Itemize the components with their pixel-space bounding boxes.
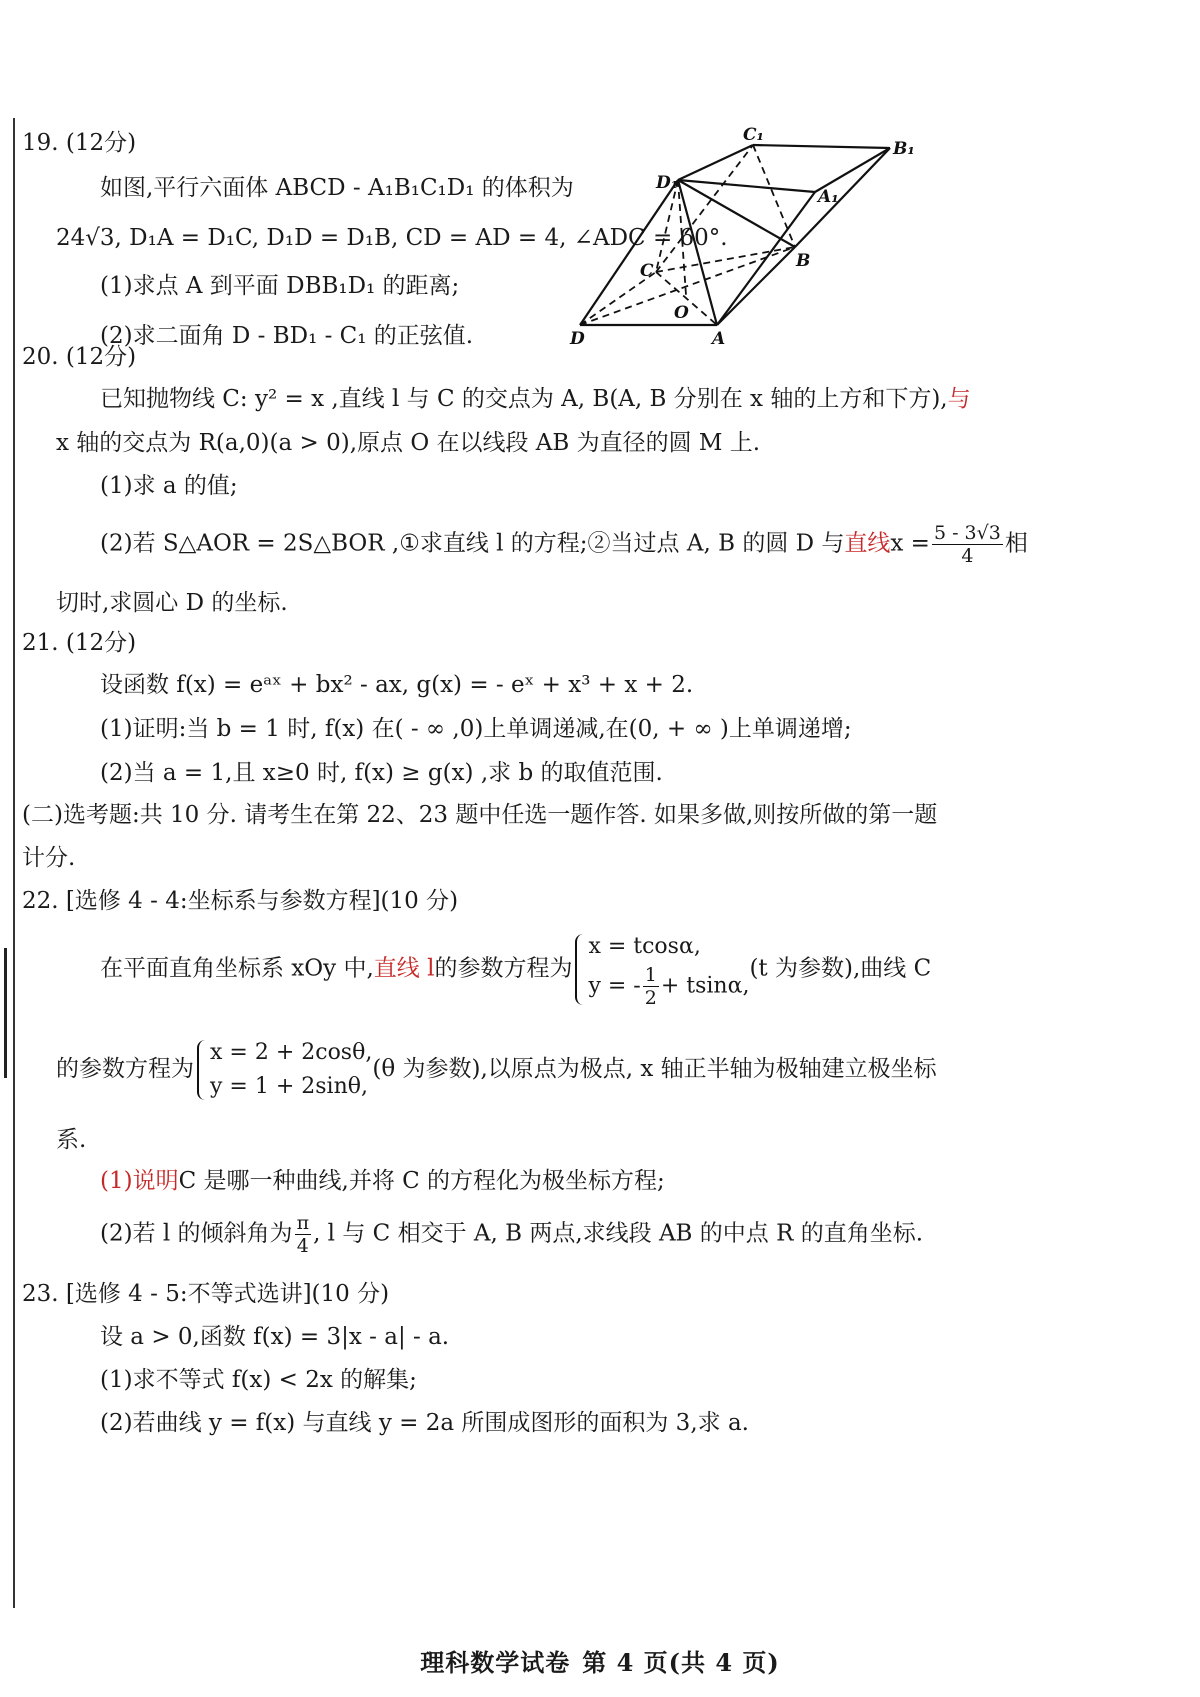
- q22-handmark-2: (1)说明: [100, 1168, 179, 1194]
- margin-line: [13, 118, 15, 1608]
- q20-part2: (2)若 S△AOR = 2S△BOR ,①求直线 l 的方程;②当过点 A, B 的圆 D 与直线x = $\frac{5 - 3√3}{4}$ 相: [100, 522, 1028, 567]
- q19-line2: 24√3, D₁A = D₁C, D₁D = D₁B, CD = AD = 4, ∠ADC = 60°.: [56, 225, 728, 251]
- label-C: C: [640, 261, 654, 281]
- q22-curve-param-system: x = 2 + 2cosθ, y = 1 + 2sinθ,: [194, 1036, 372, 1104]
- label-O: O: [674, 303, 689, 323]
- q22-header: 22. [选修 4 - 4:坐标系与参数方程](10 分): [22, 888, 459, 914]
- q22-line3: 系.: [56, 1127, 87, 1153]
- q21-part2: (2)当 a = 1,且 x≥0 时, f(x) ≥ g(x) ,求 b 的取值范围.: [100, 760, 663, 786]
- q22-part2: (2)若 l 的倾斜角为 $\frac{\pi}{4}$ , l 与 C 相交于 A, B 两点,求线段 AB 的中点 R 的直角坐标.: [100, 1212, 924, 1257]
- edge-C1B-hidden: [753, 145, 795, 247]
- label-B1: B₁: [893, 139, 915, 159]
- q22-line2: 的参数方程为 x = 2 + 2cosθ, y = 1 + 2sinθ, (θ 为参数),以原点为极点, x 轴正半轴为极轴建立极坐标: [56, 1036, 937, 1104]
- q23-header: 23. [选修 4 - 5:不等式选讲](10 分): [22, 1281, 390, 1307]
- q20-line2: x 轴的交点为 R(a,0)(a > 0),原点 O 在以线段 AB 为直径的圆 M 上.: [56, 430, 761, 456]
- label-D1: D₁: [656, 173, 679, 193]
- q23-line1: 设 a > 0,函数 f(x) = 3|x - a| - a.: [100, 1324, 450, 1350]
- q19-line1: 如图,平行六面体 ABCD - A₁B₁C₁D₁ 的体积为: [100, 175, 574, 201]
- q21-header: 21. (12分): [22, 630, 137, 656]
- label-A: A: [712, 329, 726, 349]
- q20-line1: 已知抛物线 C: y² = x ,直线 l 与 C 的交点为 A, B(A, B 分别在 x 轴的上方和下方),与: [100, 386, 971, 412]
- edge-BB1: [795, 148, 890, 247]
- q19-part2: (2)求二面角 D - BD₁ - C₁ 的正弦值.: [100, 323, 474, 349]
- q22-fraction: $\frac{\pi}{4}$: [296, 1212, 310, 1257]
- label-D: D: [570, 329, 585, 349]
- edge-C1B1: [753, 145, 890, 148]
- edge-A1B1: [815, 148, 890, 192]
- page-footer: [0, 1643, 1200, 1678]
- q20-fraction: $\frac{5 - 3√3}{4}$: [933, 522, 1001, 567]
- q21-line1: 设函数 f(x) = eᵃˣ + bx² - ax, g(x) = - eˣ + x³ + x + 2.: [100, 672, 694, 698]
- q20-header: 20. (12分): [22, 344, 137, 370]
- parallelepiped-figure: [560, 120, 950, 370]
- q19-part1: (1)求点 A 到平面 DBB₁D₁ 的距离;: [100, 273, 460, 299]
- q22-handmark-1: 直线 l: [373, 955, 435, 982]
- section2-line1: (二)选考题:共 10 分. 请考生在第 22、23 题中任选一题作答. 如果多做,则按所做的第一题: [22, 802, 938, 828]
- label-B: B: [796, 251, 811, 271]
- q20-part1: (1)求 a 的值;: [100, 473, 238, 499]
- edge-DD1: [580, 180, 678, 325]
- q22-line1: 在平面直角坐标系 xOy 中,直线 l的参数方程为 x = tcosα, y = - $\frac{1}{2}$ + tsinα, (t 为参数),曲线 C: [100, 930, 931, 1009]
- q22-part1: (1)说明C 是哪一种曲线,并将 C 的方程化为极坐标方程;: [100, 1168, 665, 1194]
- q23-part1: (1)求不等式 f(x) < 2x 的解集;: [100, 1367, 417, 1393]
- edge-D1C1: [678, 145, 753, 180]
- section2-line2: 计分.: [22, 845, 76, 871]
- q20-handmark-2: 直线: [844, 530, 891, 557]
- footer-subject: 理科数学试卷: [420, 1648, 571, 1677]
- q21-part1: (1)证明:当 b = 1 时, f(x) 在( - ∞ ,0)上单调递减,在(0, + ∞ )上单调递增;: [100, 716, 852, 742]
- edge-D1B: [678, 180, 795, 247]
- q23-part2: (2)若曲线 y = f(x) 与直线 y = 2a 所围成图形的面积为 3,求 a.: [100, 1410, 749, 1436]
- label-C1: C₁: [743, 125, 764, 145]
- label-A1: A₁: [818, 187, 839, 207]
- q22-line-param-system: x = tcosα, y = - $\frac{1}{2}$ + tsinα,: [572, 930, 749, 1009]
- edge-D1A1: [678, 180, 815, 192]
- q19-header: 19. (12分): [22, 130, 137, 156]
- footer-page-number: 第 4 页(共 4 页): [582, 1648, 780, 1677]
- q20-part2-cont: 切时,求圆心 D 的坐标.: [56, 590, 288, 616]
- q20-handmark-1: 与: [947, 386, 971, 412]
- margin-mark: [4, 948, 7, 1078]
